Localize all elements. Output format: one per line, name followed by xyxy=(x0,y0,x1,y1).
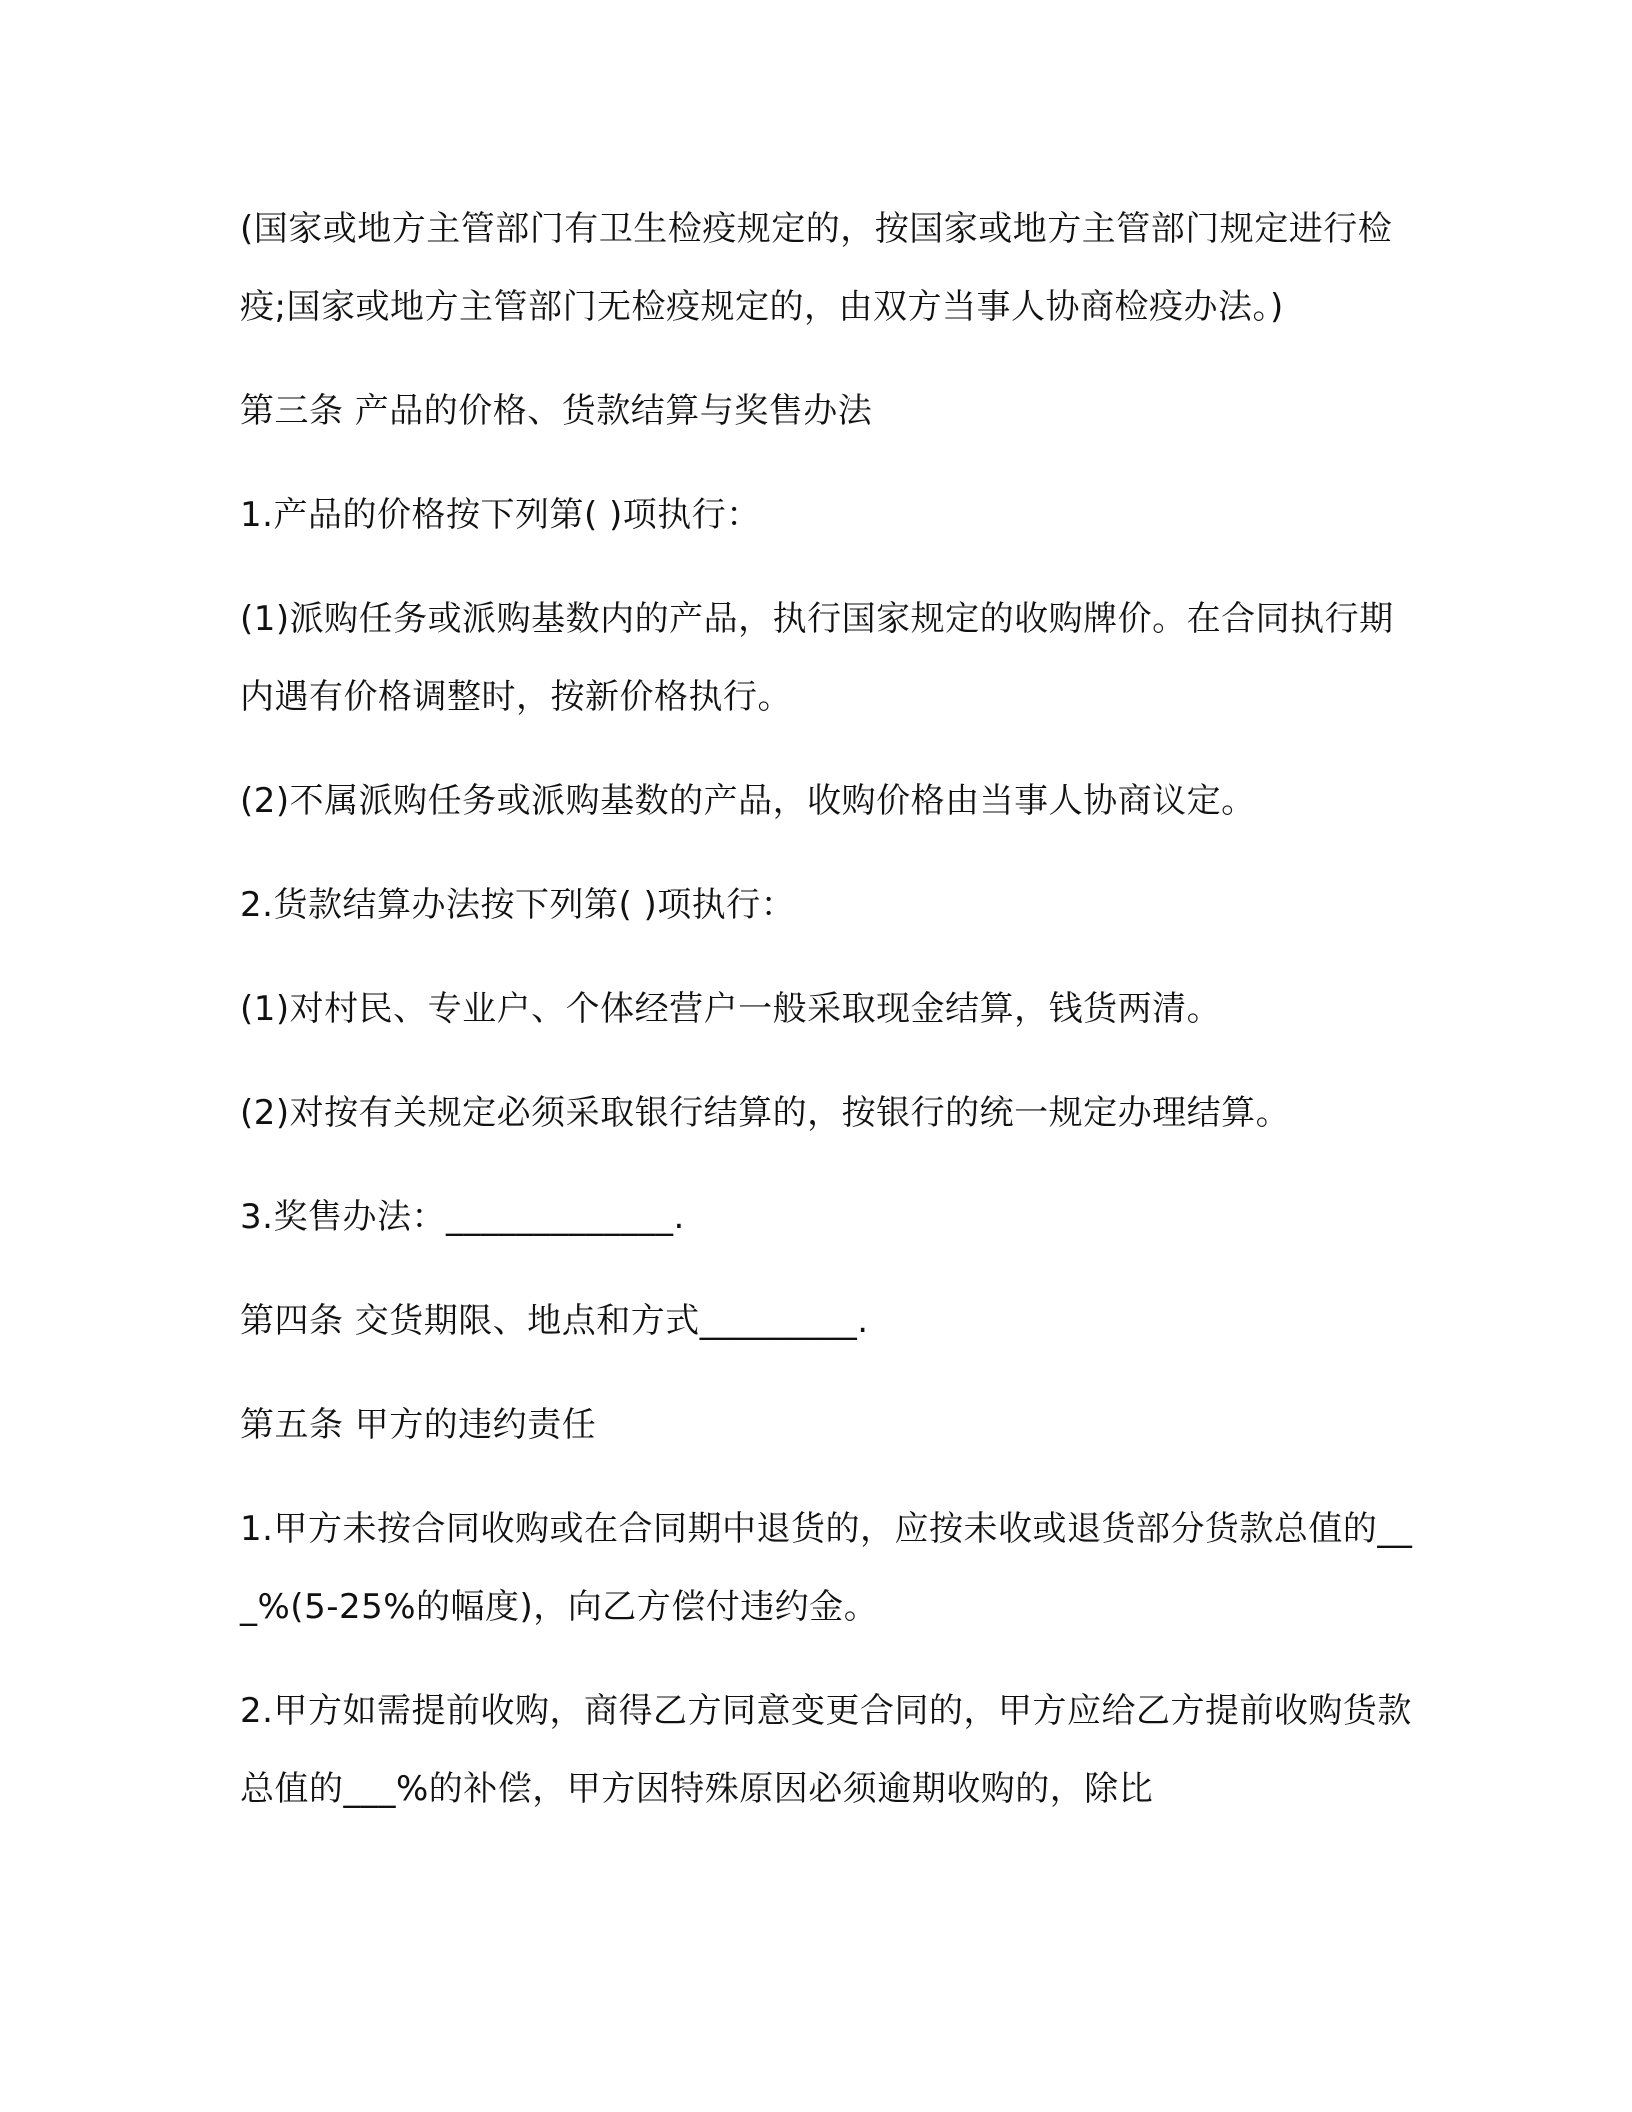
article-3-heading: 第三条 产品的价格、货款结算与奖售办法 xyxy=(240,391,873,431)
liability-clause-1: 1.甲方未按合同收购或在合同期中退货的，应按未收或退货部分货款总值的___%(5-25%的幅度)，向乙方偿付违约金。 xyxy=(240,1509,1413,1627)
price-option-1: (1)派购任务或派购基数内的产品，执行国家规定的收购牌价。在合同执行期内遇有价格调整时，按新价格执行。 xyxy=(240,599,1394,717)
article-4-heading: 第四条 交货期限、地点和方式_________. xyxy=(240,1301,869,1341)
settlement-option-2: (2)对按有关规定必须采取银行结算的，按银行的统一规定办理结算。 xyxy=(240,1093,1291,1133)
document-body xyxy=(240,190,1420,1854)
reward-clause: 3.奖售办法：_____________. xyxy=(240,1197,685,1237)
liability-clause-2: 2.甲方如需提前收购，商得乙方同意变更合同的，甲方应给乙方提前收购货款总值的___%的补偿，甲方因特殊原因必须逾期收购的，除比 xyxy=(240,1691,1412,1809)
settlement-clause: 2.货款结算办法按下列第( )项执行： xyxy=(240,885,796,925)
price-clause: 1.产品的价格按下列第( )项执行： xyxy=(240,495,761,535)
article-5-heading: 第五条 甲方的违约责任 xyxy=(240,1405,597,1445)
settlement-option-1: (1)对村民、专业户、个体经营户一般采取现金结算，钱货两清。 xyxy=(240,989,1222,1029)
price-option-2: (2)不属派购任务或派购基数的产品，收购价格由当事人协商议定。 xyxy=(240,781,1256,821)
paragraph-quarantine-note: (国家或地方主管部门有卫生检疫规定的，按国家或地方主管部门规定进行检疫;国家或地方主管部门无检疫规定的，由双方当事人协商检疫办法。) xyxy=(240,209,1393,327)
